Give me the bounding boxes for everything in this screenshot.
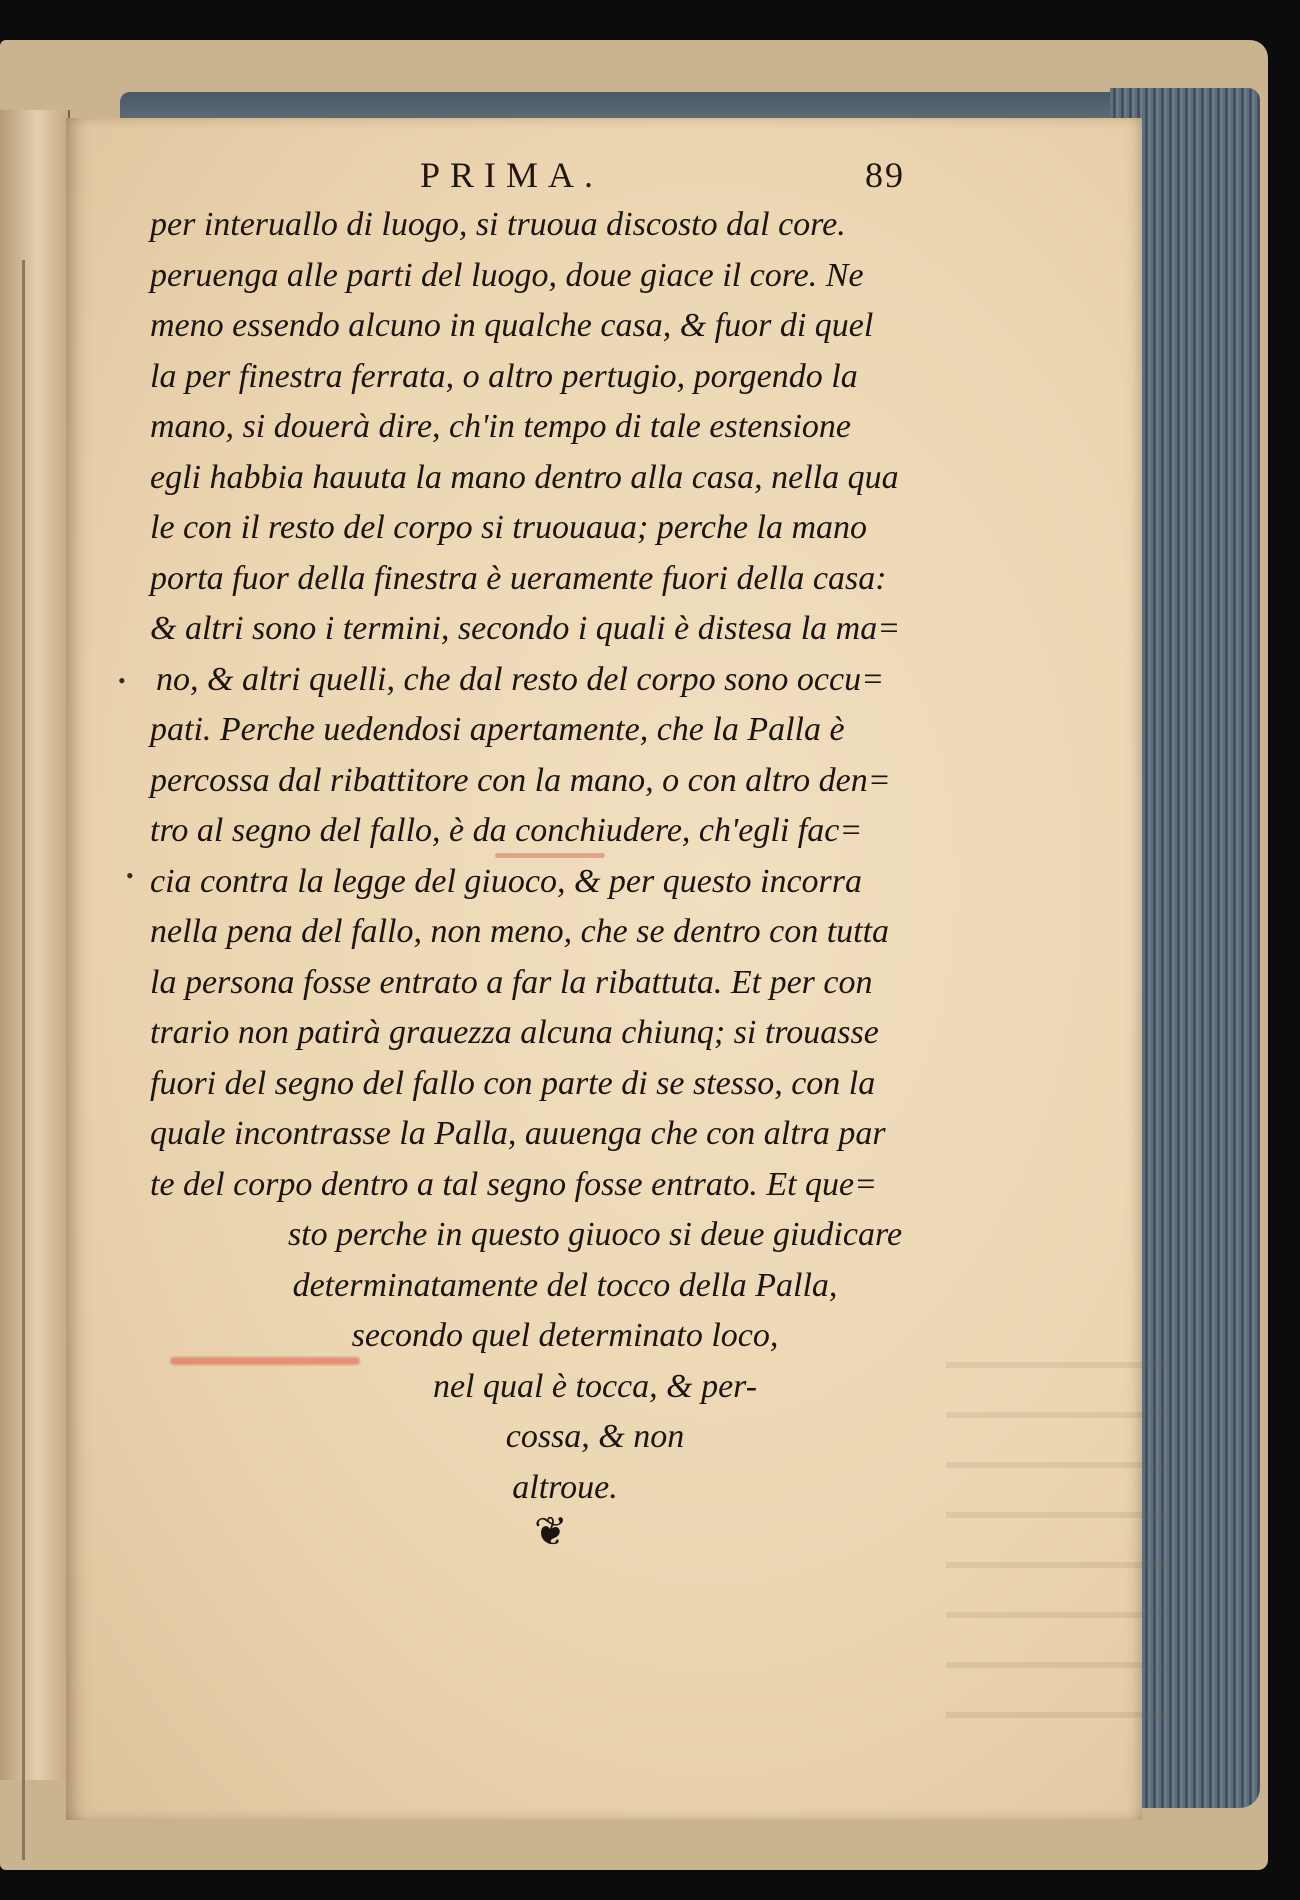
text-line: & altri sono i termini, secondo i quali è distesa la ma= bbox=[150, 610, 901, 647]
running-title: PRIMA. bbox=[420, 155, 604, 195]
gutter-shadow-line bbox=[22, 260, 25, 1860]
text-line: quale incontrasse la Palla, auuenga che con altra par bbox=[150, 1115, 886, 1152]
tail-line: nel qual è tocca, & per- bbox=[432, 1367, 758, 1405]
text-line: no, & altri quelli, che dal resto del corpo sono occu= bbox=[156, 660, 885, 698]
text-line: peruenga alle parti del luogo, doue giace il core. Ne bbox=[150, 256, 864, 294]
folio-number: 89 bbox=[865, 155, 905, 195]
text-line: tro al segno del fallo, è da conchiudere, ch'egli fac= bbox=[150, 812, 863, 849]
text-line: pati. Perche uedendosi apertamente, che la Palla è bbox=[150, 711, 845, 748]
text-line: nella pena del fallo, non meno, che se dentro con tutta bbox=[150, 913, 890, 950]
text-line: egli habbia hauuta la mano dentro alla casa, nella qua bbox=[150, 458, 899, 496]
margin-mark: • bbox=[126, 863, 134, 888]
body-text bbox=[150, 200, 1010, 1513]
text-line: trario non patirà grauezza alcuna chiunq; si trouasse bbox=[150, 1014, 879, 1051]
tail-line: altroue. bbox=[512, 1468, 618, 1506]
tail-line: determinatamente del tocco della Palla, bbox=[292, 1266, 838, 1304]
text-line: le con il resto del corpo si truouaua; perche la mano bbox=[150, 509, 868, 546]
fleuron-ornament: ❦ bbox=[534, 1509, 568, 1554]
text-line: per interuallo di luogo, si truoua discosto dal core. bbox=[150, 206, 846, 243]
tail-line: secondo quel determinato loco, bbox=[351, 1317, 779, 1354]
text-line: percossa dal ribattitore con la mano, o con altro den= bbox=[150, 761, 891, 799]
text-line: fuori del segno del fallo con parte di se stesso, con la bbox=[150, 1064, 876, 1102]
text-line: meno essendo alcuno in qualche casa, & fuor di quel bbox=[150, 307, 874, 344]
text-line: la per finestra ferrata, o altro pertugio, porgendo la bbox=[150, 357, 858, 395]
tail-line: sto perche in questo giuoco si deue giudicare bbox=[287, 1216, 903, 1253]
text-line: la persona fosse entrato a far la ribattuta. Et per con bbox=[150, 963, 873, 1001]
text-line: porta fuor della finestra è ueramente fuori della casa: bbox=[150, 559, 887, 597]
verso-page-edge bbox=[0, 110, 70, 1780]
text-line: cia contra la legge del giuoco, & per questo incorra bbox=[150, 862, 862, 900]
margin-mark: • bbox=[118, 668, 126, 693]
running-header bbox=[420, 154, 905, 196]
text-line: te del corpo dentro a tal segno fosse entrato. Et que= bbox=[150, 1165, 878, 1203]
text-line: mano, si douerà dire, ch'in tempo di tale estensione bbox=[150, 408, 852, 445]
tail-line: cossa, & non bbox=[505, 1418, 685, 1455]
